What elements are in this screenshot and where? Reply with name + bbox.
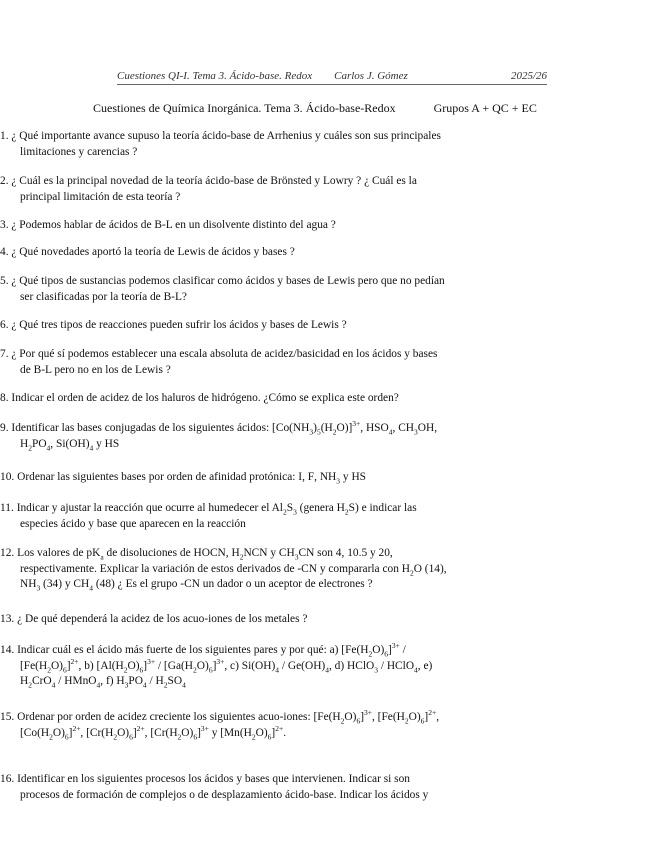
text-run: ] (212, 659, 217, 672)
superscript: 2+ (72, 723, 81, 733)
text-run: O) (344, 711, 357, 723)
subscript: 6 (139, 664, 144, 674)
subscript: 2 (340, 716, 345, 726)
subscript: 2 (28, 680, 32, 690)
subscript: 4 (325, 664, 329, 674)
question-number: 16. (0, 773, 15, 785)
question-4 (0, 245, 495, 261)
text-run: Identificar las bases conjugadas de los siguientes ácidos: [Co(NH (11, 422, 310, 434)
text-run: NH (20, 578, 37, 590)
question-text-cont (0, 674, 495, 690)
subscript: 6 (267, 731, 272, 741)
text-run: CN son 4, 10.5 y 20, (298, 547, 393, 559)
question-12 (0, 546, 495, 593)
text-run: ] (271, 726, 276, 739)
text-run: Indicar cuál es el ácido más fuerte de los siguientes pares y por qué: a) [Fe(H (17, 644, 369, 656)
question-number: 14. (0, 644, 15, 656)
subscript: 3 (414, 427, 418, 437)
question-text-cont: principal limitación de esta teoría ? (20, 190, 181, 203)
subscript: a (100, 552, 104, 562)
question-16 (0, 772, 495, 803)
question-text (16, 502, 417, 517)
question-number: 15. (0, 711, 15, 723)
text-run: O)] (336, 422, 353, 434)
subscript: 6 (356, 716, 361, 726)
text-run: O) (255, 726, 268, 739)
question-9 (0, 421, 495, 452)
question-text: ¿ Qué importante avance supuso la teoría ácido-base de Arrhenius y cuáles son sus principales (11, 130, 441, 142)
text-run: , [Cr(H (80, 726, 114, 739)
text-run: O) (196, 659, 209, 672)
text-run: (genera H (296, 502, 345, 514)
text-run: S) e indicar las (348, 502, 417, 514)
header-author: Carlos J. Gómez (334, 70, 408, 82)
subscript: 6 (420, 716, 425, 726)
question-text: ¿ Qué tres tipos de reacciones pueden sufrir los ácidos y bases de Lewis ? (11, 319, 347, 331)
subscript: 4 (89, 442, 94, 452)
text-run: O) (50, 659, 63, 672)
question-number: 13. (0, 613, 15, 625)
text-run: O) (127, 659, 140, 672)
subscript: 6 (193, 731, 198, 741)
text-run: y [Mn(H (208, 726, 252, 739)
question-text: ¿ Por qué sí podemos establecer una escala absoluta de acidez/basicidad en los ácidos y bases (11, 348, 438, 360)
text-run: (H (320, 422, 333, 434)
text-run: S (286, 502, 294, 514)
subscript: 4 (388, 427, 393, 437)
text-run: NCN y CH (243, 547, 295, 559)
text-run: Ordenar las siguientes bases por orden de afinidad protónica: I (17, 471, 303, 483)
text-run: SO (167, 675, 183, 687)
text-run: O) (181, 726, 194, 739)
subscript: 4 (51, 680, 56, 690)
question-text (17, 708, 440, 726)
question-1 (0, 129, 495, 160)
superscript: 3+ (147, 656, 156, 666)
text-run: PO (31, 437, 47, 450)
text-run: CrO (31, 675, 52, 687)
question-number: 4. (0, 246, 9, 258)
subscript: 2 (28, 442, 32, 452)
text-run: ] (68, 726, 73, 739)
subscript: 6 (129, 731, 133, 741)
text-run: ] (388, 644, 392, 656)
subscript: 2 (368, 649, 373, 659)
question-text: ¿ Podemos hablar de ácidos de B-L en un disolvente distinto del agua ? (11, 219, 336, 231)
question-text-cont (0, 656, 495, 675)
question-text-cont (0, 577, 495, 593)
question-number: 6. (0, 319, 9, 331)
subscript: 4 (142, 680, 147, 690)
text-run: Ordenar por orden de acidez creciente los siguientes acuo-iones: [Fe(H (17, 711, 341, 723)
text-run: ] (132, 726, 137, 739)
text-run: / Ge(OH) (279, 659, 326, 672)
question-number: 11. (0, 502, 14, 514)
question-text-cont: limitaciones y carencias ? (20, 145, 138, 158)
subscript: 2 (163, 680, 168, 690)
header-year: 2025/26 (510, 70, 547, 82)
question-text: Identificar en los siguientes procesos los ácidos y bases que intervienen. Indicar si son (17, 773, 410, 785)
subscript: 2 (113, 731, 118, 741)
text-run: / HClO (377, 659, 415, 672)
superscript: 2+ (70, 656, 79, 666)
question-3 (0, 218, 495, 234)
text-run: ] (360, 711, 364, 723)
superscript: 3+ (216, 656, 225, 666)
text-run: respectivamente. Explicar la variación de estos derivados de -CN y compararla con H (20, 562, 410, 575)
question-text: Indicar el orden de acidez de los haluros de hidrógeno. ¿Cómo se explica este orden? (11, 392, 399, 404)
question-number: 9. (0, 422, 9, 434)
text-run: , F (302, 471, 315, 483)
question-number: 5. (0, 275, 9, 287)
text-run: ) (313, 422, 317, 434)
question-text-cont: de B-L pero no en los de Lewis ? (20, 363, 171, 376)
subscript: 6 (208, 664, 213, 674)
subscript: 6 (62, 664, 67, 674)
text-run: y HS (340, 471, 366, 483)
text-run: ] (197, 726, 201, 739)
text-run: [Co(H (20, 726, 50, 739)
subscript: 3 (293, 507, 297, 517)
question-text-cont (0, 562, 495, 578)
superscript: 2+ (428, 708, 437, 718)
question-number: 8. (0, 392, 9, 404)
question-text (17, 547, 393, 562)
superscript: 2+ (136, 723, 145, 733)
question-text-cont (0, 437, 495, 453)
question-text (17, 641, 406, 659)
header-course: Cuestiones QI-I. Tema 3. Ácido-base. Redox (117, 70, 313, 82)
question-10 (0, 470, 495, 486)
question-number: 3. (0, 219, 9, 231)
question-number: 7. (0, 348, 9, 360)
text-run: , b) [Al(H (78, 659, 124, 672)
text-run: (48) ¿ Es el grupo -CN un dador o un aceptor de electrones ? (93, 578, 373, 590)
question-14 (0, 643, 495, 690)
question-text: ¿ Qué novedades aportó la teoría de Lewis de ácidos y bases ? (11, 246, 295, 258)
superscript: 2+ (275, 723, 284, 733)
text-run: , (436, 711, 440, 723)
question-number: 1. (0, 130, 9, 142)
question-text-cont: ser clasificadas por la teoría de B-L? (20, 290, 187, 303)
question-text (17, 471, 366, 486)
question-15 (0, 710, 495, 741)
subscript: 3 (374, 664, 378, 674)
subscript: 4 (96, 680, 101, 690)
text-run: O) (117, 726, 130, 739)
question-number: 10. (0, 471, 15, 483)
subscript: 3 (336, 476, 341, 486)
text-run: O) (408, 711, 421, 723)
text-run: O) (52, 726, 65, 739)
subscript: 2 (239, 552, 244, 562)
running-header (117, 70, 547, 85)
subscript: 3 (294, 552, 299, 562)
question-text (11, 419, 438, 437)
subscript: 2 (251, 731, 256, 741)
text-run: y HS (93, 437, 120, 450)
subscript: 2 (344, 507, 349, 517)
subscript: 2 (193, 664, 197, 674)
subscript: 4 (275, 664, 280, 674)
title-groups: Grupos A + QC + EC (433, 101, 537, 115)
subscript: 4 (414, 664, 418, 674)
subscript: 4 (46, 442, 51, 452)
question-8 (0, 391, 495, 407)
question-number: 12. (0, 547, 15, 559)
text-run: ] (424, 711, 429, 723)
superscript: 3+ (352, 419, 361, 429)
text-run: Indicar y ajustar la reacción que ocurre al humedecer el Al (16, 502, 283, 514)
subscript: 3 (124, 680, 129, 690)
title-text: Cuestiones de Química Inorgánica. Tema 3. Ácido-base-Redox (93, 101, 396, 115)
subscript: 3 (36, 583, 41, 593)
subscript: 5 (316, 427, 321, 437)
subscript: 2 (123, 664, 128, 674)
superscript: 3+ (391, 641, 400, 651)
text-run: [Fe(H (20, 659, 48, 672)
text-run: ] (66, 659, 71, 672)
question-text: ¿ Cuál es la principal novedad de la teoría ácido-base de Brönsted y Lowry ? ¿ Cuál es la (11, 175, 417, 187)
question-text: ¿ De qué dependerá la acidez de los acuo-iones de los metales ? (17, 613, 308, 625)
text-run: Los valores de pK (17, 547, 101, 559)
text-run: O (14), (413, 562, 447, 575)
question-5 (0, 274, 495, 305)
subscript: 4 (182, 680, 186, 690)
text-run: , c) Si(OH) (224, 659, 276, 672)
question-13 (0, 612, 495, 628)
text-run: / HMnO (55, 675, 97, 687)
subscript: 2 (409, 567, 414, 577)
question-6 (0, 318, 495, 334)
text-run: / H (146, 675, 164, 687)
text-run: H (20, 675, 29, 687)
question-2 (0, 174, 495, 205)
subscript: 3 (309, 427, 314, 437)
subscript: 6 (384, 649, 389, 659)
document-title (93, 101, 603, 116)
superscript: 3+ (364, 708, 372, 718)
question-text-cont: procesos de formación de complejos o de desplazamiento ácido-base. Indicar los ácidos y (20, 788, 429, 801)
question-text-cont (0, 723, 495, 742)
subscript: 2 (404, 716, 409, 726)
text-run: , CH (392, 422, 415, 434)
text-run: , e) (417, 659, 433, 672)
subscript: 2 (49, 731, 53, 741)
text-run: , [Fe(H (371, 711, 405, 723)
text-run: / (399, 644, 406, 656)
text-run: / [Ga(H (155, 659, 194, 672)
question-7 (0, 347, 495, 378)
text-run: , NH (314, 471, 337, 483)
text-run: de disoluciones de HOCN, H (103, 547, 240, 559)
text-run: , HSO (360, 422, 389, 434)
text-run: H (20, 437, 29, 450)
text-run: , Si(OH) (50, 437, 90, 450)
question-11 (0, 501, 495, 532)
text-run: PO (128, 675, 143, 687)
subscript: 2 (177, 731, 182, 741)
superscript: 3+ (200, 723, 209, 733)
question-text-cont: especies ácido y base que aparecen en la reacción (20, 517, 246, 530)
question-number: 2. (0, 175, 9, 187)
text-run: (34) y CH (40, 578, 90, 590)
subscript: 4 (89, 583, 93, 593)
subscript: 6 (64, 731, 69, 741)
text-run: OH, (417, 422, 438, 434)
question-text: ¿ Qué tipos de sustancias podemos clasificar como ácidos y bases de Lewis pero que no pedían (11, 275, 445, 287)
text-run: . (283, 726, 287, 739)
text-run: , d) HClO (328, 659, 375, 672)
text-run: ] (143, 659, 148, 672)
text-run: , f) H (100, 675, 125, 687)
subscript: 2 (47, 664, 51, 674)
text-run: O) (372, 644, 385, 656)
subscript: 2 (332, 427, 337, 437)
text-run: , [Cr(H (144, 726, 178, 739)
subscript: 2 (282, 507, 287, 517)
